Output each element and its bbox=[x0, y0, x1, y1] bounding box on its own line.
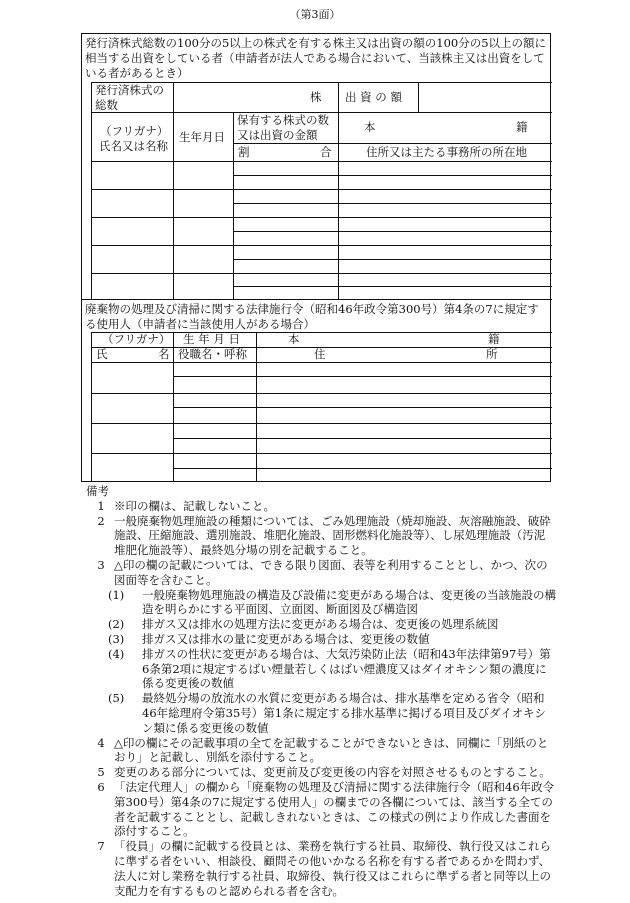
note-text: 「法定代理人」の欄から「廃棄物の処理及び清掃に関する法律施行令（昭和46年政令第300号）第4条の7に規定する使用人」の欄までの各欄については、該当する全ての者を記載することとし、記載しきれないときは、この様式の例により作成した書面を添付すること。 bbox=[114, 779, 555, 839]
remarks-section bbox=[86, 484, 556, 898]
role-title-label: 役職名・呼称 bbox=[178, 347, 247, 361]
table2-left-border bbox=[91, 332, 92, 482]
holding-column-divider bbox=[338, 112, 339, 299]
section-divider bbox=[82, 299, 552, 300]
note-text: 一般廃棄物処理施設の種類については、ごみ処理施設（焼却施設、灰溶融施設、破砕施設、圧縮施設、選別施設、堆肥化施設、固形燃料化施設等）、し尿処理施設（汚泥堆肥化施設等）、最終処分場の別を記載すること。 bbox=[114, 513, 551, 558]
seki-label-1: 籍 bbox=[516, 120, 528, 134]
birthdate-label-2: 生 年 月 日 bbox=[183, 332, 240, 346]
ratio-label-a: 割 bbox=[238, 145, 250, 159]
honseki-label-1: 本 bbox=[364, 120, 376, 134]
name-or-title-label: 氏名又は名称 bbox=[99, 139, 168, 153]
note-number: 2 bbox=[97, 513, 105, 528]
ratio-label-b: 合 bbox=[320, 145, 332, 159]
sub-note-text: 最終処分場の放流水の水質に変更がある場合は、排水基準を定める省令（昭和46年総理府令第35号）第1条に規定する排水基準に掲げる項目及びダイオキシン類に係る変更後の数値 bbox=[142, 691, 546, 735]
note-2 bbox=[86, 514, 556, 558]
entry-row-line bbox=[91, 217, 552, 218]
header-mid-line bbox=[233, 143, 552, 144]
note-7 bbox=[86, 839, 556, 898]
name-label-b: 名 bbox=[158, 347, 170, 361]
shares-label-divider bbox=[173, 82, 174, 112]
entry-row-line bbox=[91, 245, 552, 246]
entry-row-line bbox=[233, 286, 552, 287]
note-5 bbox=[86, 765, 556, 780]
note-3 bbox=[86, 558, 556, 588]
seki-label-2: 籍 bbox=[488, 332, 500, 346]
shares-held-label: 保有する株式の数又は出資の金額 bbox=[237, 113, 329, 142]
note-1 bbox=[86, 499, 556, 514]
sub-note-number: (4) bbox=[108, 646, 125, 661]
entry-row-line bbox=[233, 259, 552, 260]
employee-section-title: 廃棄物の処理及び清掃に関する法律施行令（昭和46年政令第300号）第4条の7に規定する使用人（申請者に当該使用人がある場合） bbox=[85, 302, 539, 331]
name-label-a: 氏 bbox=[96, 347, 108, 361]
entry-row-line bbox=[233, 175, 552, 176]
note-text: 変更のある部分については、変更前及び変更後の内容を対照させるものとすること。 bbox=[114, 765, 551, 780]
sub-note-text: 一般廃棄物処理施設の構造及び設備に変更がある場合は、変更後の当該施設の構造を明らかにする平面図、立面図、断面図及び構造図 bbox=[142, 587, 556, 617]
note-number: 4 bbox=[97, 735, 105, 750]
shareholder-section-title: 発行済株式総数の100分の5以上の株式を有する株主又は出資の額の100分の5以上の額に相当する出資をしている者（申請者が法人である場合において、当該株主又は出資をしている者があるとき） bbox=[85, 36, 547, 80]
entry-row-line bbox=[173, 438, 552, 439]
honseki-label-2: 本 bbox=[288, 332, 300, 346]
birthdate-label: 生年月日 bbox=[179, 130, 225, 144]
note-3-4 bbox=[86, 647, 556, 691]
table1-left-border bbox=[91, 82, 92, 299]
note-number: 6 bbox=[97, 779, 105, 794]
note-3-3 bbox=[86, 632, 556, 647]
sub-note-number: (1) bbox=[108, 587, 125, 602]
entry-row-line bbox=[233, 231, 552, 232]
note-text: △印の欄の記載については、できる限り図面、表等を利用することとし、かつ、次の図面等を含むこと。 bbox=[114, 557, 548, 587]
note-text: ※印の欄は、記載しないこと。 bbox=[114, 498, 275, 513]
name-column-divider bbox=[173, 112, 174, 299]
furigana-label: （フリガナ） bbox=[100, 124, 169, 138]
page-number: （第3面） bbox=[289, 8, 341, 21]
capital-label-divider bbox=[418, 82, 419, 112]
sub-note-number: (5) bbox=[108, 691, 125, 706]
sub-note-text: 排ガスの性状に変更がある場合は、大気汚染防止法（昭和43年法律第97号）第6条第2項に規定するばい煙量若しくはばい煙濃度又はダイオキシン類の濃度に係る変更後の数値 bbox=[142, 646, 551, 691]
shares-unit-divider bbox=[338, 82, 339, 112]
entry-row-line bbox=[91, 453, 552, 454]
shares-unit: 株 bbox=[310, 90, 322, 104]
header-bottom-line bbox=[91, 161, 552, 162]
entry-row-line bbox=[91, 273, 552, 274]
address-label-1: 住所又は主たる事務所の所在地 bbox=[366, 145, 527, 159]
capital-amount-label: 出 資 の 額 bbox=[345, 90, 402, 104]
sub-note-text: 排ガス又は排水の量に変更がある場合は、変更後の数値 bbox=[142, 631, 430, 646]
entry-row-line bbox=[91, 393, 552, 394]
note-6 bbox=[86, 780, 556, 839]
remarks-title: 備考 bbox=[86, 484, 109, 498]
birthdate-column-divider bbox=[233, 112, 234, 299]
table2-header-bottom bbox=[91, 362, 552, 363]
note-text: 「役員」の欄に記載する役員とは、業務を執行する社員、取締役、執行役又はこれらに準ずる者をいい、相談役、顧問その他いかなる名称を有する者であるかを問わず、法人に対し業務を執行する社員、取締役、執行役又はこれらに準ずる者と同等以上の支配力を有するものと認められる者を含む。 bbox=[114, 839, 551, 898]
entry-row-line bbox=[173, 376, 552, 377]
sub-note-text: 排ガス又は排水の処理方法に変更がある場合は、変更後の処理系統図 bbox=[142, 617, 499, 632]
note-3-1 bbox=[86, 588, 556, 618]
address-label-b: 所 bbox=[486, 347, 498, 361]
sub-note-number: (3) bbox=[108, 631, 125, 646]
entry-row-line bbox=[233, 203, 552, 204]
sub-note-number: (2) bbox=[108, 617, 125, 632]
note-number: 5 bbox=[97, 765, 105, 780]
total-shares-label: 発行済株式の総数 bbox=[95, 83, 164, 112]
entry-row-line bbox=[91, 189, 552, 190]
entry-row-line bbox=[91, 423, 552, 424]
note-text: △印の欄にその記載事項の全てを記載することができないときは、同欄に「別紙のとおり」と記載し、別紙を添付すること。 bbox=[114, 735, 549, 765]
address-label-a: 住 bbox=[314, 347, 326, 361]
entry-row-line bbox=[173, 407, 552, 408]
shareholder-and-employee-form bbox=[81, 33, 551, 482]
note-4 bbox=[86, 736, 556, 766]
entry-row-line bbox=[173, 468, 552, 469]
note-3-5 bbox=[86, 691, 556, 735]
note-3-2 bbox=[86, 617, 556, 632]
note-number: 3 bbox=[97, 557, 105, 572]
note-number: 1 bbox=[97, 498, 105, 513]
note-number: 7 bbox=[97, 839, 105, 854]
furigana-label-2: （フリガナ） bbox=[102, 332, 171, 346]
